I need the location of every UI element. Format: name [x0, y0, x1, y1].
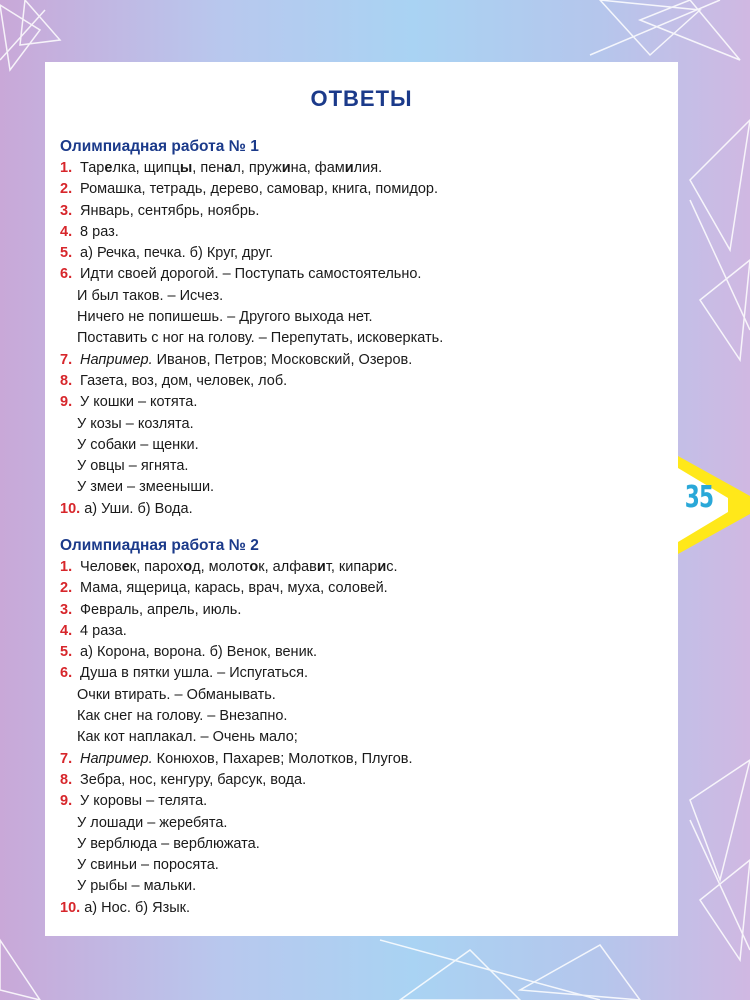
answer-4: 4. 8 раз. — [60, 223, 119, 240]
answers-panel — [45, 62, 678, 936]
answer-1: 1. Человек, пароход, молоток, алфавит, кипарис. — [60, 557, 670, 578]
page-title: ОТВЕТЫ — [310, 86, 413, 111]
answer-9-line: У рыбы – мальки. — [77, 878, 197, 895]
answer-4: 4. 4 раза. — [60, 622, 127, 639]
answer-2: 2. Мама, ящерица, карась, врач, муха, соловей. — [60, 580, 388, 597]
answer-9-line: У овцы – ягнята. — [77, 458, 189, 475]
answer-6-line: Ничего не попишешь. – Другого выхода нет. — [77, 309, 373, 326]
answer-9-line: У верблюда – верблюжата. — [77, 835, 260, 852]
answer-6-line: Очки втирать. – Обманывать. — [77, 686, 276, 703]
answer-9-line: У собаки – щенки. — [77, 436, 199, 453]
answer-9-line: У змеи – змееныши. — [77, 479, 215, 496]
answer-7: 7. Например. Иванов, Петров; Московский, Озеров. — [60, 351, 413, 368]
answer-6-line: Поставить с ног на голову. – Перепутать, исковеркать. — [77, 330, 444, 347]
answer-5: 5. а) Корона, ворона. б) Венок, веник. — [60, 644, 318, 661]
answer-6-line: Как снег на голову. – Внезапно. — [77, 708, 288, 725]
answer-6-line: И был таков. – Исчез. — [77, 287, 224, 304]
answer-10: 10. а) Нос. б) Язык. — [60, 899, 191, 916]
section-heading: Олимпиадная работа № 1 — [60, 138, 259, 155]
answer-2: 2. Ромашка, тетрадь, дерево, самовар, книга, помидор. — [60, 181, 439, 198]
page-number: 35 — [684, 480, 714, 515]
answer-8: 8. Зебра, нос, кенгуру, барсук, вода. — [60, 771, 307, 788]
answer-8: 8. Газета, воз, дом, человек, лоб. — [60, 372, 288, 389]
answer-3: 3. Январь, сентябрь, ноябрь. — [60, 202, 260, 219]
answer-3: 3. Февраль, апрель, июль. — [60, 601, 242, 618]
answer-6: 6. Душа в пятки ушла. – Испугаться. — [60, 665, 309, 682]
answer-10: 10. а) Уши. б) Вода. — [60, 500, 193, 517]
answer-number: 1. — [60, 160, 73, 176]
answer-6: 6. Идти своей дорогой. – Поступать самостоятельно. — [60, 266, 422, 283]
section-olympiad-1 — [60, 136, 670, 520]
answer-5: 5. а) Речка, печка. б) Круг, друг. — [60, 245, 274, 262]
answer-9: 9. У кошки – котята. — [60, 394, 198, 411]
answer-7: 7. Например. Конюхов, Пахарев; Молотков, Плугов. — [60, 750, 413, 767]
answer-9-line: У козы – козлята. — [77, 415, 194, 432]
answer-1: 1. Тарелка, щипцы, пенал, пружина, фамилия. — [60, 158, 670, 179]
answer-9-line: У лошади – жеребята. — [77, 814, 228, 831]
answer-9: 9. У коровы – телята. — [60, 793, 208, 810]
answer-6-line: Как кот наплакал. – Очень мало; — [77, 729, 298, 746]
answer-9-line: У свиньи – поросята. — [77, 857, 219, 874]
answer-number: 1. — [60, 559, 73, 575]
section-olympiad-2 — [60, 535, 670, 919]
section-heading: Олимпиадная работа № 2 — [60, 537, 259, 554]
